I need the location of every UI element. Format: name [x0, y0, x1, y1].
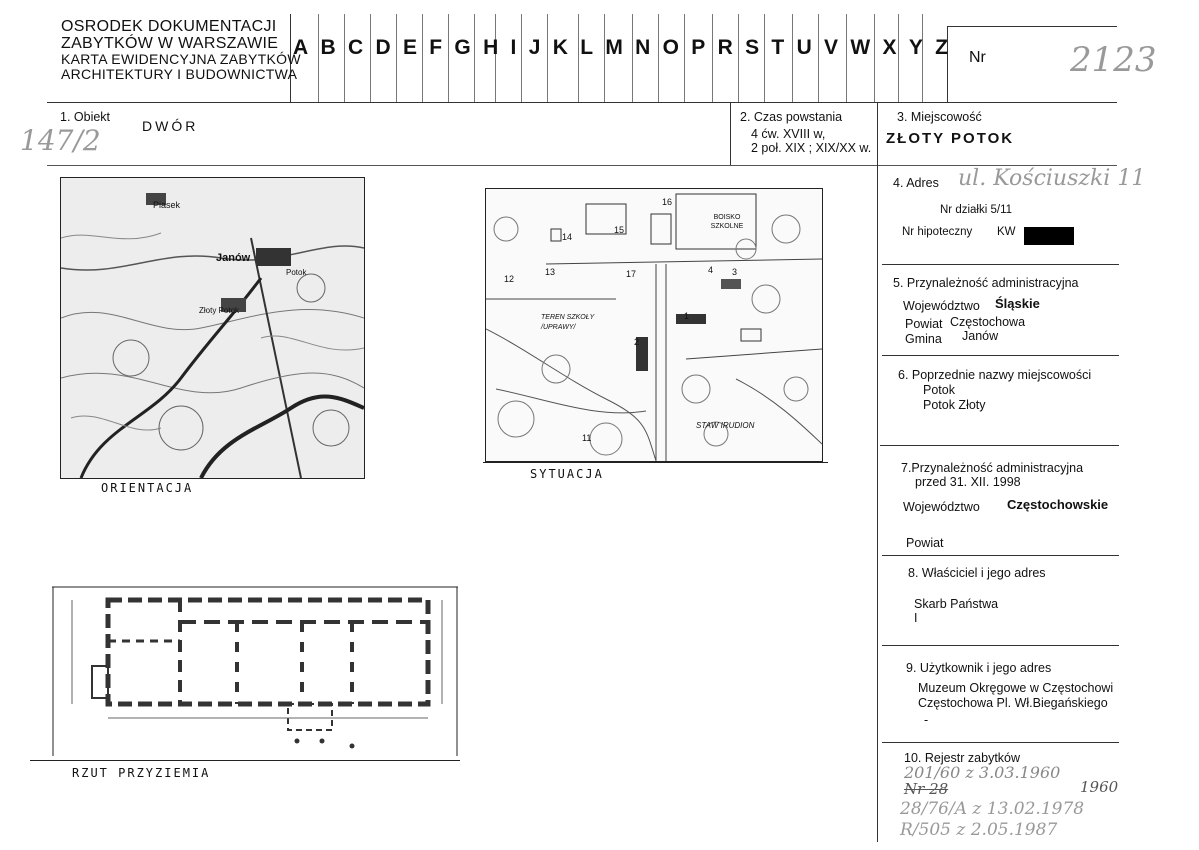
prior-admin-label-2: przed 31. XII. 1998 — [915, 475, 1021, 489]
ground-floor-plan — [52, 586, 458, 756]
owner-label: 8. Właściciel i jego adres — [908, 566, 1046, 580]
institution-line-3: KARTA EWIDENCYJNA ZABYTKÓW — [61, 51, 301, 67]
letter: Y — [908, 36, 923, 59]
situation-label-15: 15 — [614, 225, 625, 235]
situation-label-3: 3 — [732, 267, 738, 277]
situation-label-16: 16 — [662, 197, 673, 207]
locality-value: ZŁOTY POTOK — [886, 130, 1015, 147]
orientation-label-2: Janów — [216, 252, 251, 264]
institution-line-2: ZABYTKÓW W WARSZAWIE — [61, 35, 279, 52]
situation-label-school: TEREN SZKOŁY /UPRAWY/ — [541, 314, 595, 331]
letter: I — [510, 36, 517, 59]
situation-label-pond: STAW IRUDION — [696, 421, 755, 430]
letter: K — [552, 36, 568, 59]
letter: Z — [935, 36, 948, 59]
letter: D — [375, 36, 391, 59]
county-value: Częstochowa — [950, 315, 1026, 329]
register-entry-3: 1960 — [1080, 778, 1119, 796]
admin-label: 5. Przynależność administracyjna — [893, 276, 1079, 290]
letter: F — [429, 36, 443, 59]
plan-caption: RZUT PRZYZIEMIA — [72, 766, 211, 780]
letter: G — [454, 36, 471, 59]
address-label: 4. Adres — [893, 176, 939, 190]
register-label: 10. Rejestr zabytków — [904, 751, 1021, 765]
situation-label-14: 14 — [562, 232, 573, 242]
county-label: Powiat — [905, 317, 943, 331]
situation-label-field: BOISKO SZKOLNE — [710, 214, 744, 230]
object-hand-note: 147/2 — [20, 124, 101, 157]
register-entry-2: Nr 28 — [904, 780, 949, 798]
redacted-block — [1024, 227, 1074, 245]
situation-label-11: 11 — [582, 433, 592, 443]
prior-county-label: Powiat — [906, 536, 944, 550]
user-extra: - — [924, 713, 929, 727]
institution-line-1: OSRODEK DOKUMENTACJI — [61, 18, 277, 35]
user-line-2: Częstochowa Pl. Wł.Biegańskiego — [918, 696, 1108, 710]
nr-label: Nr — [969, 49, 986, 66]
letter: C — [347, 36, 364, 59]
locality-label: 3. Miejscowość — [897, 110, 982, 124]
register-entry-4: 28/76/A z 13.02.1978 — [900, 799, 1085, 819]
orientation-map — [60, 177, 365, 479]
owner-extra: I — [914, 611, 918, 625]
commune-label: Gmina — [905, 332, 942, 346]
institution-header — [61, 18, 301, 82]
letter: N — [635, 36, 651, 59]
letter: E — [402, 36, 417, 59]
orientation-label-3: Potok — [286, 268, 307, 277]
orientation-caption: ORIENTACJA — [101, 481, 194, 495]
situation-label-13: 13 — [545, 267, 556, 277]
letter: H — [483, 36, 499, 59]
situation-label-12: 12 — [504, 274, 515, 284]
institution-line-4: ARCHITEKTURY I BUDOWNICTWA — [61, 66, 298, 82]
letter: T — [771, 36, 785, 59]
object-value: DWÓR — [142, 118, 199, 134]
letter: J — [528, 36, 541, 59]
voivodeship-value: Śląskie — [995, 296, 1040, 311]
letter: V — [824, 36, 839, 59]
situation-map — [485, 188, 823, 462]
owner-value: Skarb Państwa — [914, 597, 999, 611]
situation-label-4: 4 — [708, 265, 714, 275]
situation-label-1: 1 — [684, 311, 690, 321]
user-line-1: Muzeum Okręgowe w Częstochowi — [918, 681, 1114, 695]
former-name-2: Potok Złoty — [923, 398, 986, 412]
plot-number: Nr działki 5/11 — [940, 204, 1013, 216]
letter: R — [717, 36, 733, 59]
voivodeship-label: Województwo — [903, 299, 980, 313]
situation-label-17: 17 — [626, 269, 637, 279]
period-line-2: 2 poł. XIX ; XIX/XX w. — [751, 141, 872, 155]
address-hand-value: ul. Kościuszki 11 — [958, 166, 1146, 191]
letter: B — [320, 36, 336, 59]
letter-index — [293, 36, 948, 60]
register-entry-5: R/505 z 2.05.1987 — [900, 820, 1058, 840]
mortgage-label: Nr hipoteczny — [902, 226, 973, 238]
situation-caption: SYTUACJA — [530, 467, 604, 481]
former-names-label: 6. Poprzednie nazwy miejscowości — [898, 368, 1092, 382]
period-label: 2. Czas powstania — [740, 110, 843, 124]
letter: X — [882, 36, 897, 59]
orientation-label-4: Złoty Potok — [199, 306, 240, 315]
register-entry-1: 201/60 z 3.03.1960 — [904, 763, 1061, 782]
object-label: 1. Obiekt — [60, 110, 111, 124]
former-name-1: Potok — [923, 383, 955, 397]
letter: M — [605, 36, 623, 59]
period-line-1: 4 ćw. XVIII w, — [751, 127, 826, 141]
orientation-label-1: Piasek — [153, 200, 181, 210]
prior-voivodeship-label: Województwo — [903, 500, 980, 514]
letter: P — [691, 36, 706, 59]
letter: O — [662, 36, 679, 59]
letter: L — [580, 36, 594, 59]
prior-admin-label-1: 7.Przynależność administracyjna — [901, 461, 1084, 475]
letter: U — [796, 36, 812, 59]
commune-value: Janów — [962, 329, 999, 343]
letter: W — [850, 36, 871, 59]
situation-label-2: 2 — [634, 337, 640, 347]
card-number: 2123 — [1070, 40, 1157, 80]
kw-label: KW — [997, 226, 1016, 238]
letter: A — [293, 36, 309, 59]
user-label: 9. Użytkownik i jego adres — [906, 661, 1052, 675]
prior-voivodeship-value: Częstochowskie — [1007, 497, 1109, 512]
letter: S — [745, 36, 760, 59]
